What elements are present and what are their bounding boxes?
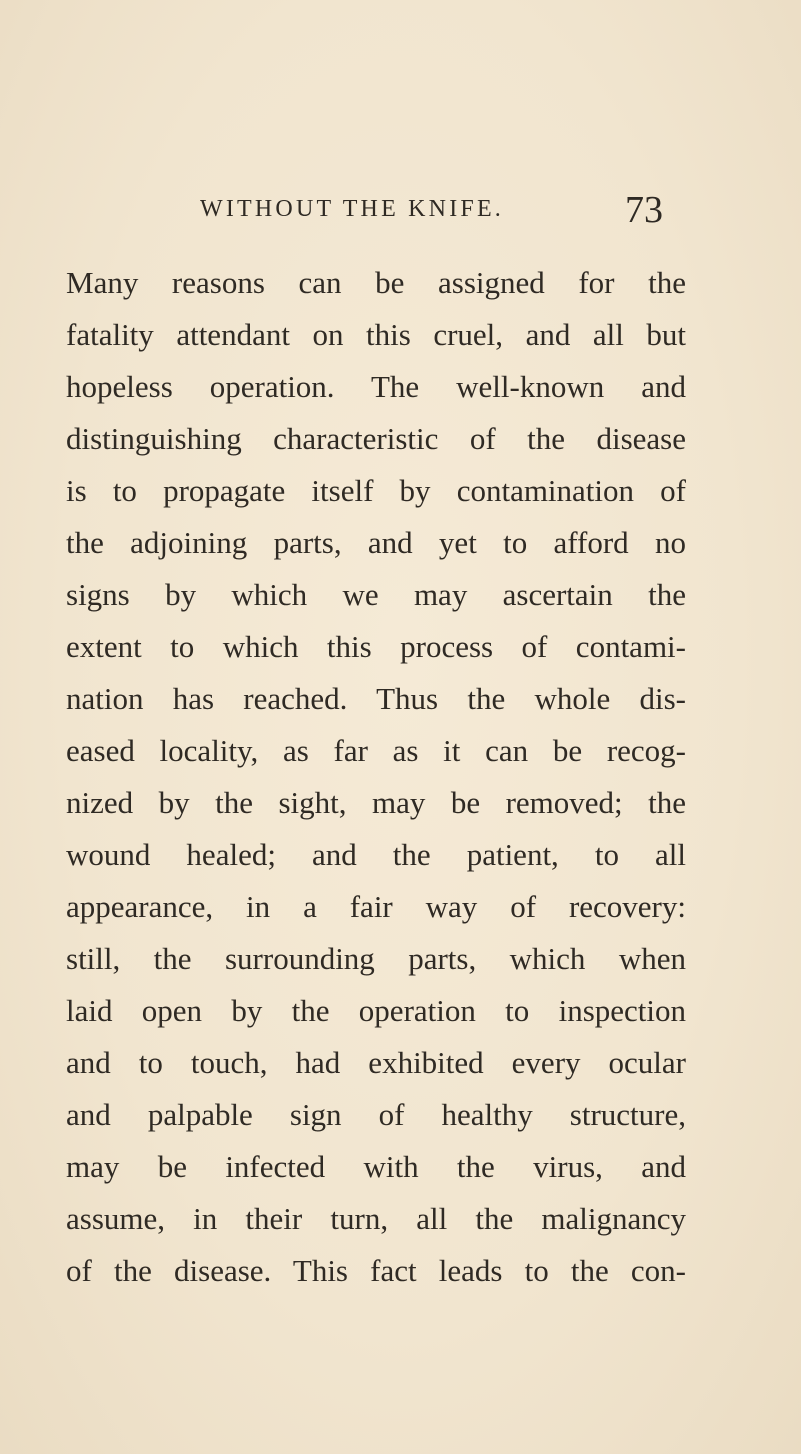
text-line: fatality attendant on this cruel, and all but xyxy=(66,317,686,352)
text-line: still, the surrounding parts, which when xyxy=(66,941,686,976)
text-line: and to touch, had exhibited every ocular xyxy=(66,1045,686,1080)
page-number: 73 xyxy=(625,189,663,231)
text-line: eased locality, as far as it can be recog- xyxy=(66,733,686,768)
text-line: hopeless operation. The well-known and xyxy=(66,369,686,404)
text-line: and palpable sign of healthy structure, xyxy=(66,1097,686,1132)
text-line: nized by the sight, may be removed; the xyxy=(66,785,686,820)
text-line: of the disease. This fact leads to the con- xyxy=(66,1253,686,1288)
text-line: appearance, in a fair way of recovery: xyxy=(66,889,686,924)
text-line: may be infected with the virus, and xyxy=(66,1149,686,1184)
text-line: Many reasons can be assigned for the xyxy=(66,265,686,300)
running-title: WITHOUT THE KNIFE. xyxy=(200,196,505,222)
text-line: extent to which this process of contami- xyxy=(66,629,686,664)
text-line: the adjoining parts, and yet to afford no xyxy=(66,525,686,560)
text-line: wound healed; and the patient, to all xyxy=(66,837,686,872)
text-line: distinguishing characteristic of the disease xyxy=(66,421,686,456)
text-line: laid open by the operation to inspection xyxy=(66,993,686,1028)
text-line: nation has reached. Thus the whole dis- xyxy=(66,681,686,716)
running-head xyxy=(200,188,680,231)
text-line: assume, in their turn, all the malignancy xyxy=(66,1201,686,1236)
text-line: signs by which we may ascertain the xyxy=(66,577,686,612)
text-line: is to propagate itself by contamination of xyxy=(66,473,686,508)
